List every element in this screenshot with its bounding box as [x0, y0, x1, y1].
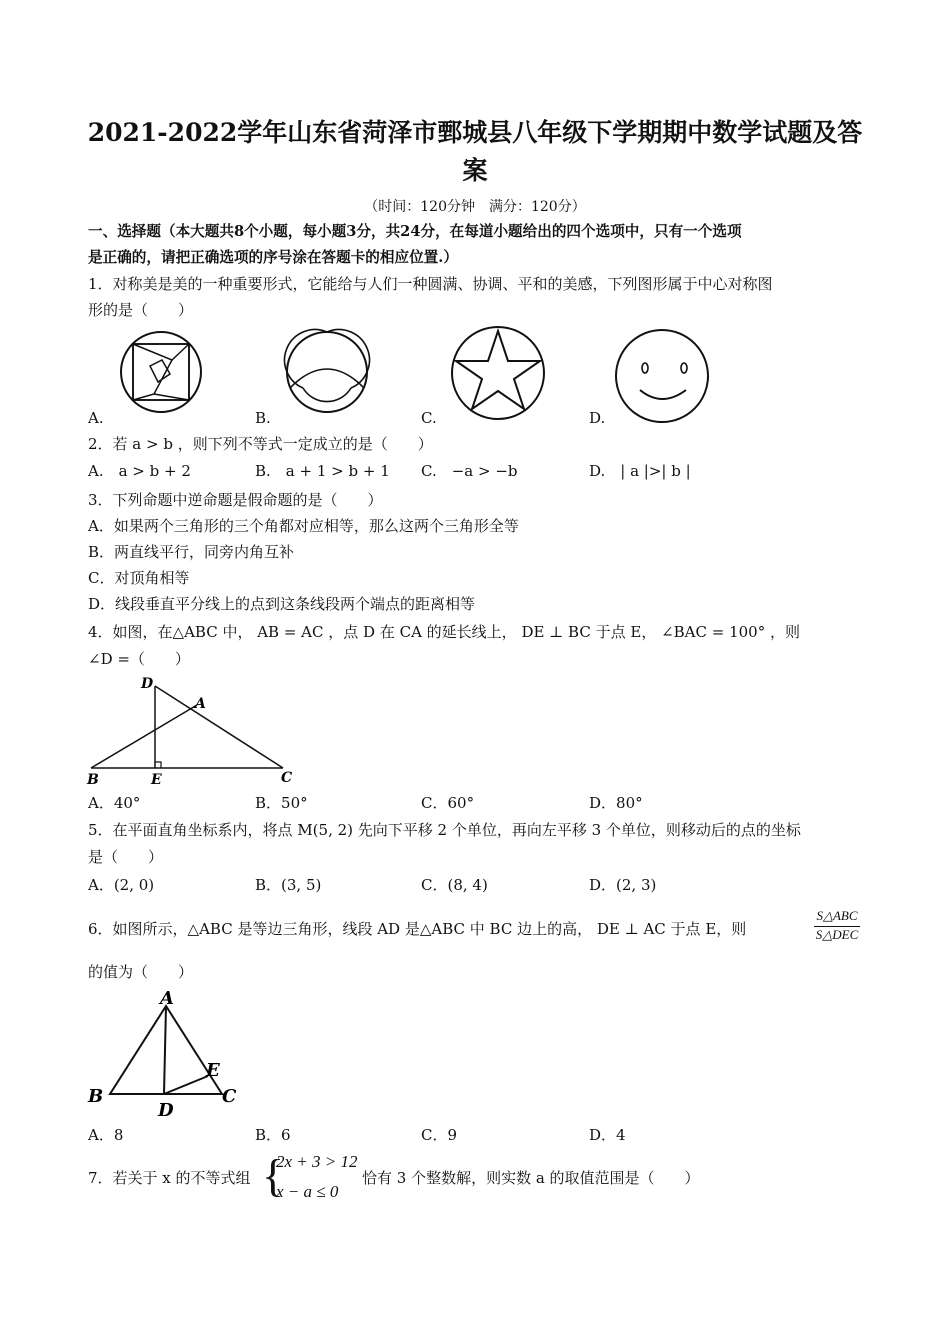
- q6-option-c[interactable]: C．9: [421, 1126, 458, 1144]
- q1-figure-c: [446, 325, 556, 423]
- q4-stem-line-1: 4．如图，在△ABC 中， AB = AC ，点 D 在 CA 的延长线上， DE ⊥ BC 于点 E， ∠BAC = 100° ，则: [88, 623, 800, 641]
- q5-option-d[interactable]: D．(2, 3): [589, 876, 657, 894]
- q7-stem-prefix: 7．若关于 x 的不等式组: [88, 1169, 251, 1187]
- q2-stem: 2．若 a > b ，则下列不等式一定成立的是（ ）: [88, 435, 433, 453]
- q1-figure-b: [280, 330, 380, 418]
- q6-label-b: B: [88, 1086, 104, 1107]
- q6-fraction-denominator: S△DEC: [815, 927, 859, 942]
- q7-stem-suffix: 恰有 3 个整数解，则实数 a 的取值范围是（ ）: [362, 1169, 700, 1187]
- q7-inequality-1: 2x + 3 > 12: [276, 1152, 358, 1171]
- q2-option-b[interactable]: B. a + 1 > b + 1: [255, 462, 390, 480]
- q6-label-c: C: [222, 1086, 237, 1107]
- q6-option-b[interactable]: B．6: [255, 1126, 291, 1144]
- section-heading-line-2: 是正确的，请把正确选项的序号涂在答题卡的相应位置.）: [88, 249, 458, 266]
- q4-label-a: A: [195, 696, 206, 712]
- q6-fraction-numerator: S△ABC: [816, 908, 858, 923]
- q1-figure-d: [612, 330, 716, 422]
- q1-figure-a: [110, 330, 220, 418]
- q4-label-e: E: [151, 772, 162, 788]
- q1-option-d[interactable]: D.: [589, 409, 606, 427]
- q6-option-a[interactable]: A．8: [88, 1126, 124, 1144]
- q6-triangle-figure: [86, 988, 246, 1120]
- q1-option-c[interactable]: C.: [421, 409, 437, 427]
- q6-label-e: E: [206, 1060, 220, 1081]
- q2-option-d[interactable]: D. | a |>| b |: [589, 462, 691, 480]
- q6-label-a: A: [160, 988, 174, 1009]
- q3-option-d[interactable]: D．线段垂直平分线上的点到这条线段两个端点的距离相等: [88, 595, 476, 613]
- q4-option-b[interactable]: B．50°: [255, 794, 308, 812]
- q3-option-a[interactable]: A．如果两个三角形的三个角都对应相等，那么这两个三角形全等: [88, 517, 519, 535]
- title-line-2: 案: [462, 156, 488, 185]
- q4-triangle-figure: [85, 672, 300, 787]
- exam-info: （时间：120分钟 满分：120分）: [364, 199, 586, 215]
- q5-option-a[interactable]: A．(2, 0): [88, 876, 155, 894]
- section-heading-line-1: 一、选择题（本大题共8个小题，每小题3分，共24分，在每道小题给出的四个选项中，只有一个选项: [88, 223, 742, 240]
- q2-option-a[interactable]: A. a > b + 2: [88, 462, 191, 480]
- q4-label-d: D: [141, 676, 154, 692]
- q3-stem: 3．下列命题中逆命题是假命题的是（ ）: [88, 491, 383, 509]
- q6-label-d: D: [158, 1100, 174, 1121]
- q5-option-b[interactable]: B．(3, 5): [255, 876, 322, 894]
- q4-label-c: C: [281, 770, 293, 786]
- q5-stem-line-2: 是（ ）: [88, 848, 164, 866]
- q6-fraction: [812, 908, 862, 943]
- q2-option-c[interactable]: C. −a > −b: [421, 462, 518, 480]
- q5-stem-line-1: 5．在平面直角坐标系内，将点 M(5, 2) 先向下平移 2 个单位，再向左平移 3 个单位，则移动后的点的坐标: [88, 821, 801, 839]
- title-line-1: 2021-2022学年山东省菏泽市鄄城县八年级下学期期中数学试题及答: [87, 118, 863, 147]
- q4-label-b: B: [87, 772, 99, 788]
- q3-option-b[interactable]: B．两直线平行，同旁内角互补: [88, 543, 295, 561]
- q6-stem-line-2: 的值为（ ）: [88, 963, 194, 981]
- q1-option-b[interactable]: B.: [255, 409, 271, 427]
- q1-option-a[interactable]: A.: [88, 409, 104, 427]
- q1-stem-line-1: 1．对称美是美的一种重要形式，它能给与人们一种圆满、协调、平和的美感，下列图形属于中心对称图: [88, 275, 773, 293]
- q7-inequality-2: x − a ≤ 0: [276, 1182, 339, 1201]
- q1-stem-line-2: 形的是（ ）: [88, 301, 194, 319]
- q6-stem-line-1: 6．如图所示，△ABC 是等边三角形，线段 AD 是△ABC 中 BC 边上的高， DE ⊥ AC 于点 E，则: [88, 920, 747, 938]
- q6-option-d[interactable]: D．4: [589, 1126, 626, 1144]
- q7-system-brace: {: [262, 1150, 285, 1201]
- q4-option-a[interactable]: A．40°: [88, 794, 141, 812]
- q4-option-d[interactable]: D．80°: [589, 794, 643, 812]
- q5-option-c[interactable]: C．(8, 4): [421, 876, 488, 894]
- q4-stem-line-2: ∠D =（ ）: [88, 650, 190, 668]
- q4-option-c[interactable]: C．60°: [421, 794, 475, 812]
- q3-option-c[interactable]: C．对顶角相等: [88, 569, 190, 587]
